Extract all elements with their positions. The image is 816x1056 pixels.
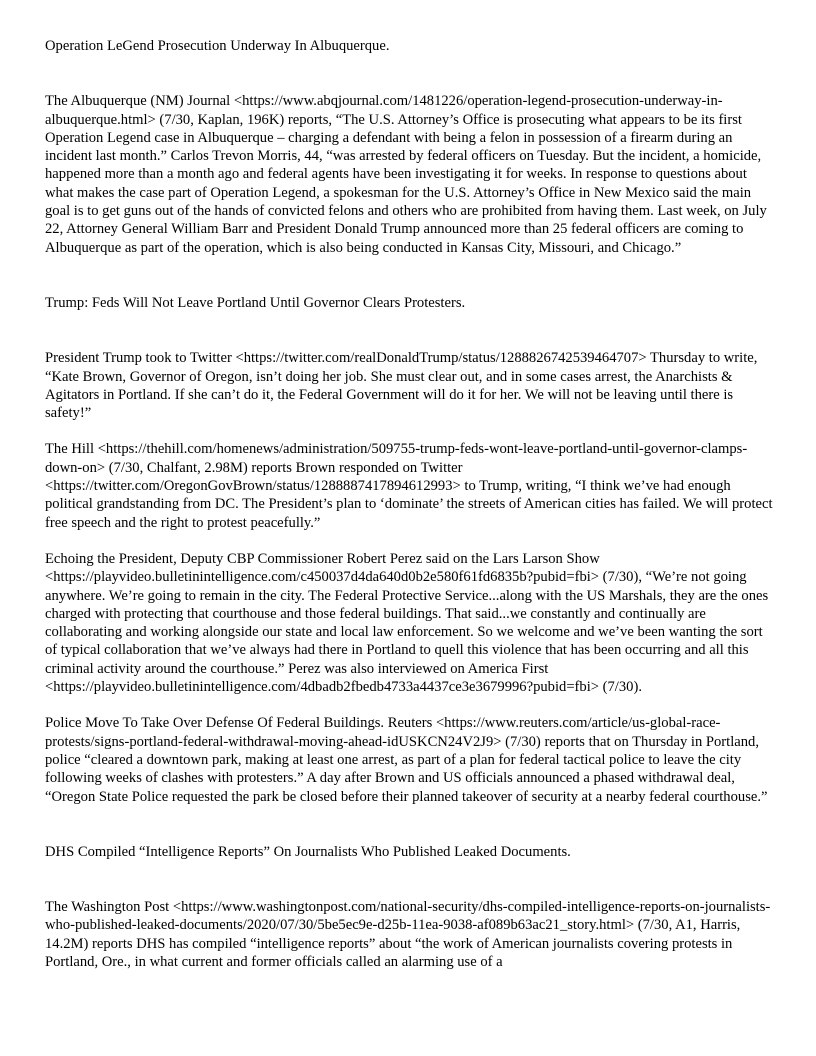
headline-operation-legend: Operation LeGend Prosecution Underway In Albuquerque. — [45, 38, 390, 54]
paragraph-trump-twitter: President Trump took to Twitter <https://twitter.com/realDonaldTrump/status/1288826742539464707> Thursday to write, “Kate Brown, Governor of Oregon, isn’t doing her job. She must clear out, and in some cases arrest, the Anarchists & Agitators in Portland. If she can’t do it, the Federal Government will do it for her. We will not be leaving until there is safety!” — [45, 350, 758, 422]
paragraph-reuters-police: Police Move To Take Over Defense Of Federal Buildings. Reuters <https://www.reuters.com/article/us-global-race-protests/signs-portland-federal-withdrawal-moving-ahead-idUSKCN24V2J9> (7/30) reports that on Thursday in Portland, police “cleared a downtown park, making at least one arrest, as part of a plan for federal tactical police to leave the city following weeks of clashes with protesters.” A day after Brown and US officials announced a phased withdrawal deal, “Oregon State Police requested the park be closed before their planned takeover of security at a nearby federal courthouse.” — [45, 715, 768, 805]
document-page — [45, 37, 773, 971]
paragraph-the-hill: The Hill <https://thehill.com/homenews/administration/509755-trump-feds-wont-leave-portland-until-governor-clamps-down-on> (7/30, Chalfant, 2.98M) reports Brown responded on Twitter <https://twitter.com/OregonGovBrown/status/1288887417894612993> to Trump, writing, “I think we’ve had enough political grandstanding from DC. The President’s plan to ‘dominate’ the streets of American cities has failed. We will protect free speech and the right to protest peacefully.” — [45, 441, 773, 531]
paragraph-washington-post: The Washington Post <https://www.washingtonpost.com/national-security/dhs-compiled-intelligence-reports-on-journalists-who-published-leaked-documents/2020/07/30/5be5ec9e-d25b-11ea-9038-af089b63ac21_story.html> (7/30, A1, Harris, 14.2M) reports DHS has compiled “intelligence reports” about “the work of American journalists covering protests in Portland, Ore., in what current and former officials called an alarming use of a — [45, 899, 771, 970]
paragraph-cbp-perez: Echoing the President, Deputy CBP Commissioner Robert Perez said on the Lars Larson Show <https://playvideo.bulletinintelligence.com/c450037d4da640d0b2e580f61fd6835b?pubid=fbi> (7/30), “We’re not going anywhere. We’re going to remain in the city. The Federal Protective Service...along with the US Marshals, they are the ones charged with protecting that courthouse and those federal buildings. That said...we constantly and continually are collaborating and working alongside our state and local law enforcement. So we welcome and we’ve been wanting the sort of typical collaboration that we’ve always had there in Portland to quell this violence that has been occurring and all this criminal activity around the courthouse.” Perez was also interviewed on America First <https://playvideo.bulletinintelligence.com/4dbadb2fbedb4733a4437ce3e3679996?pubid=fbi> (7/30). — [45, 550, 769, 696]
headline-trump-portland: Trump: Feds Will Not Leave Portland Until Governor Clears Protesters. — [45, 294, 466, 311]
paragraph-albuquerque-journal: The Albuquerque (NM) Journal <https://www.abqjournal.com/1481226/operation-legend-prosecution-underway-in-albuquerque.html> (7/30, Kaplan, 196K) reports, “The U.S. Attorney’s Office is prosecuting what appears to be its first Operation Legend case in Albuquerque – charging a defendant with being a felon in possession of a firearm during an incident last month.” Carlos Trevon Morris, 44, “was arrested by federal officers on Tuesday. But the incident, a homicide, happened more than a month ago and federal agents have been investigating it for weeks. In response to questions about what makes the case part of Operation Legend, a spokesman for the U.S. Attorney’s Office in New Mexico said the main goal is to get guns out of the hands of convicted felons and others who are prohibited from having them. Last week, on July 22, Attorney General William Barr and President Donald Trump announced more than 25 federal officers are coming to Albuquerque as part of the operation, which is also being conducted in Kansas City, Missouri, and Chicago.” — [45, 93, 767, 256]
headline-dhs-intelligence: DHS Compiled “Intelligence Reports” On Journalists Who Published Leaked Documents. — [45, 843, 571, 860]
